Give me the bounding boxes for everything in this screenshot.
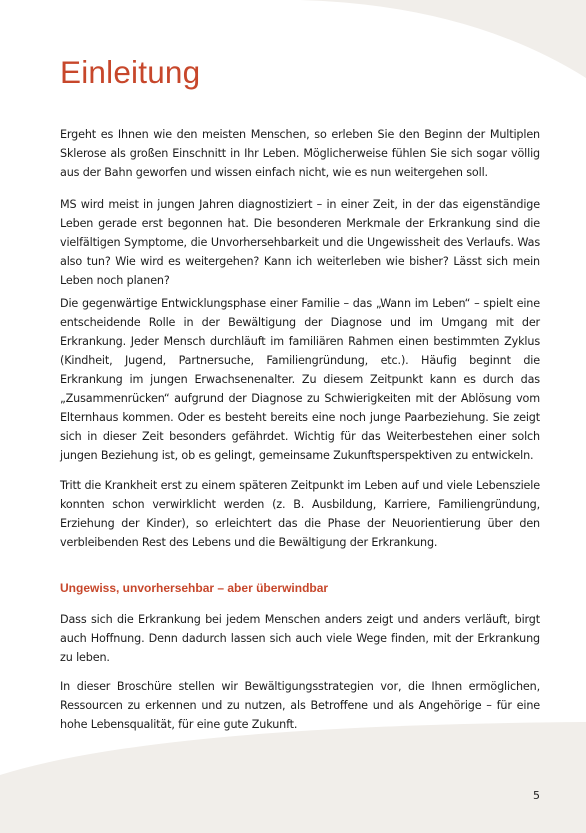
- intro-paragraph-4: Tritt die Krankheit erst zu einem späteren Zeitpunkt im Leben auf und viele Lebensziele konnten schon verwirklicht werden (z. B. Ausbildung, Karriere, Familiengründung, Erziehung der Kinder), so erleichtert das die Phase der Neuorientierung über den verbleibenden Rest des Lebens und die Bewältigung der Erkrankung.: [60, 479, 540, 549]
- intro-paragraph-1: Ergeht es Ihnen wie den meisten Menschen, so erleben Sie den Beginn der Multiplen Sklerose als großen Einschnitt in Ihr Leben. Möglicherweise fühlen Sie sich sogar völlig aus der Bahn geworfen und wissen einfach nicht, wie es nun weitergehen soll.: [60, 128, 540, 179]
- bottom-swoosh: [0, 722, 586, 833]
- intro-paragraph-3: Die gegenwärtige Entwicklungsphase einer Familie – das „Wann im Leben“ – spielt eine entscheidende Rolle in der Bewältigung der Diagnose und im Umgang mit der Erkrankung. Jeder Mensch durchläuft im familiären Rahmen einen bestimmten Zyklus (Kindheit, Jugend, Partnersuche, Familiengründung, etc.). Häufig beginnt die Erkrankung im jungen Erwachsenenalter. Zu diesem Zeitpunkt kann es durch das „Zusammenrücken“ aufgrund der Diagnose zu Schwierigkeiten mit der Ablösung vom Elternhaus kommen. Oder es besteht bereits eine noch junge Paarbeziehung. Sie zeigt sich in dieser Zeit besonders gefährdet. Wichtig für das Weiterbestehen einer solch jungen Beziehung ist, ob es gelingt, gemeinsame Zukunftsperspektiven zu entwickeln.: [60, 297, 540, 462]
- intro-paragraph-2: MS wird meist in jungen Jahren diagnostiziert – in einer Zeit, in der das eigenständige Leben gerade erst begonnen hat. Die besonderen Merkmale der Erkrankung sind die vielfältigen Symptome, die Unvorhersehbarkeit und die Ungewissheit des Verlaufs. Was also tun? Wie wird es weitergehen? Kann ich weiterleben wie bisher? Lässt sich mein Leben noch planen?: [60, 198, 540, 287]
- page-title: Einleitung: [60, 54, 201, 90]
- top-right-swoosh: [300, 0, 586, 78]
- section-paragraph-1: Dass sich die Erkrankung bei jedem Menschen anders zeigt und anders verläuft, birgt auch Hoffnung. Denn dadurch lassen sich auch viele Wege finden, mit der Erkrankung zu leben.: [60, 613, 540, 664]
- page-number: 5: [533, 789, 540, 802]
- section-heading: Ungewiss, unvorhersehbar – aber überwindbar: [60, 581, 329, 595]
- section-paragraph-2: In dieser Broschüre stellen wir Bewältigungsstrategien vor, die Ihnen ermöglichen, Ressourcen zu erkennen und zu nutzen, als Betroffene und als Angehörige – für eine hohe Lebensqualität, für eine gute Zukunft.: [60, 680, 540, 731]
